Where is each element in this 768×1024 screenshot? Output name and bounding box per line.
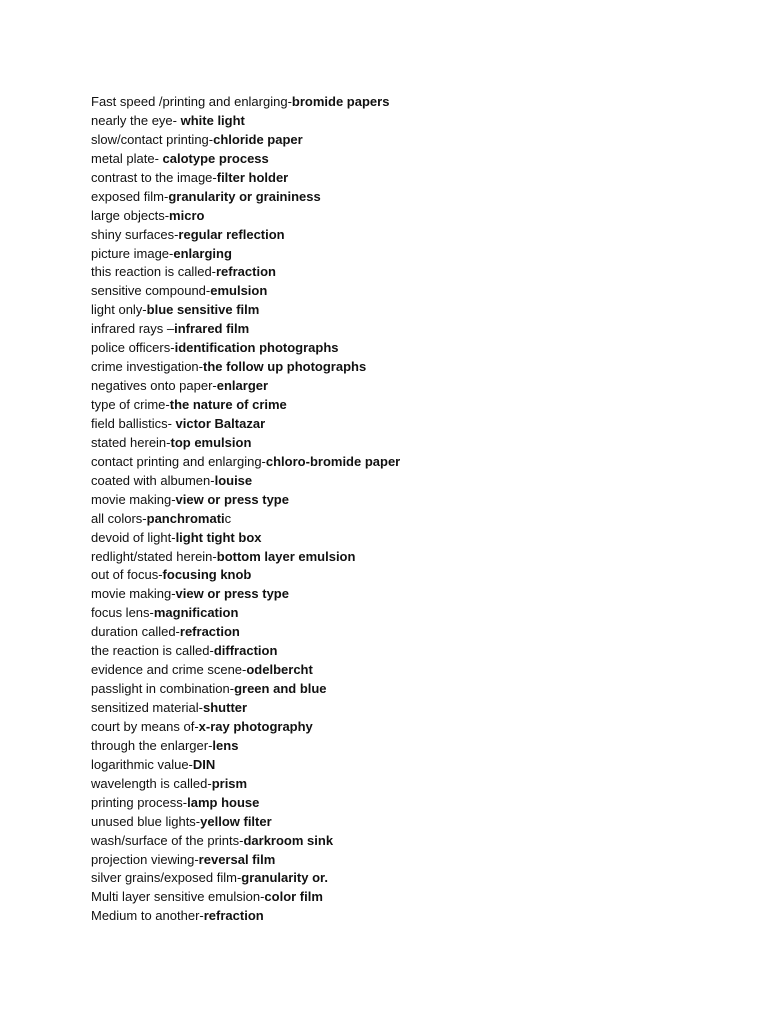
prompt-text: movie making- bbox=[91, 586, 176, 602]
list-item bbox=[91, 642, 400, 661]
list-item bbox=[91, 832, 400, 851]
prompt-text: silver grains/exposed film- bbox=[91, 870, 242, 886]
prompt-text: court by means of- bbox=[91, 718, 199, 734]
answer-text: regular reflection bbox=[178, 226, 285, 242]
list-item bbox=[91, 548, 400, 567]
answer-text: reversal film bbox=[198, 851, 276, 867]
answer-text: lens bbox=[212, 737, 239, 753]
answer-list bbox=[91, 93, 400, 926]
list-item bbox=[91, 510, 400, 529]
prompt-text: stated herein- bbox=[91, 434, 171, 450]
prompt-text: wavelength is called- bbox=[91, 775, 212, 791]
prompt-text: this reaction is called- bbox=[91, 264, 216, 280]
prompt-text: contrast to the image- bbox=[91, 169, 217, 185]
answer-text: chloride paper bbox=[213, 131, 303, 147]
list-item bbox=[91, 888, 400, 907]
prompt-text: crime investigation- bbox=[91, 359, 203, 375]
prompt-text: slow/contact printing- bbox=[91, 131, 214, 147]
answer-text: light tight box bbox=[175, 529, 262, 545]
list-item bbox=[91, 756, 400, 775]
list-item bbox=[91, 907, 400, 926]
answer-text: louise bbox=[214, 472, 253, 488]
prompt-text: the reaction is called- bbox=[91, 643, 214, 659]
answer-text: filter holder bbox=[216, 169, 289, 185]
answer-text: top emulsion bbox=[170, 434, 252, 450]
prompt-text: Medium to another- bbox=[91, 908, 204, 924]
prompt-text: type of crime- bbox=[91, 397, 170, 412]
list-item bbox=[91, 188, 400, 207]
answer-text: view or press type bbox=[175, 491, 289, 507]
list-item bbox=[91, 718, 400, 737]
list-item bbox=[91, 207, 400, 226]
prompt-text: negatives onto paper- bbox=[91, 378, 217, 394]
list-item bbox=[91, 169, 400, 188]
prompt-text: large objects- bbox=[91, 207, 170, 223]
answer-text: emulsion bbox=[210, 283, 268, 299]
prompt-text: metal plate- bbox=[91, 150, 163, 166]
answer-text: green and blue bbox=[234, 681, 327, 697]
list-item bbox=[91, 150, 400, 169]
answer-text: refraction bbox=[203, 908, 264, 924]
answer-text: diffraction bbox=[213, 643, 278, 659]
prompt-text: light only- bbox=[91, 302, 147, 318]
prompt-text: nearly the eye- bbox=[91, 112, 181, 128]
list-item bbox=[91, 566, 400, 585]
list-item bbox=[91, 737, 400, 756]
answer-text: victor Baltazar bbox=[175, 415, 266, 431]
list-item bbox=[91, 869, 400, 888]
prompt-text: Fast speed /printing and enlarging- bbox=[91, 94, 292, 109]
prompt-text: infrared rays – bbox=[91, 321, 175, 337]
prompt-text: projection viewing- bbox=[91, 851, 199, 867]
list-item bbox=[91, 112, 400, 131]
list-item bbox=[91, 263, 400, 282]
prompt-text: focus lens- bbox=[91, 605, 154, 621]
prompt-text: through the enlarger- bbox=[91, 737, 213, 753]
list-item bbox=[91, 775, 400, 794]
answer-text: color film bbox=[264, 889, 323, 905]
answer-text: bromide papers bbox=[291, 94, 390, 109]
list-item bbox=[91, 529, 400, 548]
prompt-text: exposed film- bbox=[91, 188, 169, 204]
prompt-text: movie making- bbox=[91, 491, 176, 507]
list-item bbox=[91, 320, 400, 339]
prompt-text: redlight/stated herein- bbox=[91, 548, 217, 564]
answer-text: bottom layer emulsion bbox=[216, 548, 356, 564]
list-item bbox=[91, 680, 400, 699]
list-item bbox=[91, 604, 400, 623]
prompt-text: duration called- bbox=[91, 624, 180, 640]
list-item bbox=[91, 453, 400, 472]
list-item bbox=[91, 585, 400, 604]
prompt-text: passlight in combination- bbox=[91, 681, 235, 697]
answer-text: darkroom sink bbox=[243, 832, 334, 848]
prompt-text: printing process- bbox=[91, 794, 188, 810]
prompt-text: devoid of light- bbox=[91, 529, 176, 545]
list-item bbox=[91, 245, 400, 264]
answer-text: view or press type bbox=[175, 586, 289, 602]
answer-text: yellow filter bbox=[200, 813, 272, 829]
answer-text: DIN bbox=[192, 756, 216, 772]
answer-text: blue sensitive film bbox=[146, 302, 260, 318]
answer-text: identification photographs bbox=[174, 340, 339, 356]
list-item bbox=[91, 434, 400, 453]
list-item bbox=[91, 699, 400, 718]
list-item bbox=[91, 472, 400, 491]
list-item bbox=[91, 226, 400, 245]
prompt-text: field ballistics- bbox=[91, 415, 176, 431]
answer-text: the nature of crime bbox=[169, 397, 287, 412]
answer-text: panchromati bbox=[146, 510, 225, 526]
answer-text: enlarger bbox=[216, 378, 269, 394]
list-item bbox=[91, 415, 400, 434]
answer-text: shutter bbox=[203, 700, 248, 715]
answer-text: refraction bbox=[179, 624, 240, 640]
list-item bbox=[91, 131, 400, 150]
answer-text: calotype process bbox=[162, 150, 269, 166]
list-item bbox=[91, 377, 400, 396]
list-item bbox=[91, 339, 400, 358]
prompt-text: shiny surfaces- bbox=[91, 226, 179, 242]
list-item bbox=[91, 794, 400, 813]
answer-text: granularity or graininess bbox=[168, 188, 321, 204]
prompt-text: picture image- bbox=[91, 245, 174, 261]
answer-text: white light bbox=[180, 112, 245, 128]
prompt-text: out of focus- bbox=[91, 567, 163, 583]
answer-text: magnification bbox=[153, 605, 239, 621]
prompt-text: sensitized material- bbox=[91, 700, 203, 715]
list-item bbox=[91, 491, 400, 510]
list-item bbox=[91, 358, 400, 377]
list-item bbox=[91, 661, 400, 680]
answer-text: focusing knob bbox=[162, 567, 252, 583]
answer-text: prism bbox=[211, 775, 248, 791]
prompt-text: unused blue lights- bbox=[91, 813, 201, 829]
answer-tail-text: c bbox=[224, 510, 232, 526]
prompt-text: police officers- bbox=[91, 340, 175, 356]
answer-text: infrared film bbox=[174, 321, 250, 337]
answer-text: the follow up photographs bbox=[203, 359, 367, 375]
list-item bbox=[91, 813, 400, 832]
answer-text: x-ray photography bbox=[198, 718, 313, 734]
prompt-text: wash/surface of the prints- bbox=[91, 832, 244, 848]
answer-text: chloro-bromide paper bbox=[265, 453, 401, 469]
prompt-text: Multi layer sensitive emulsion- bbox=[91, 889, 265, 905]
answer-text: enlarging bbox=[173, 245, 232, 261]
answer-text: micro bbox=[169, 207, 205, 223]
answer-text: lamp house bbox=[187, 794, 260, 810]
prompt-text: all colors- bbox=[91, 510, 147, 526]
list-item bbox=[91, 623, 400, 642]
list-item bbox=[91, 282, 400, 301]
prompt-text: evidence and crime scene- bbox=[91, 662, 247, 678]
answer-text: granularity or. bbox=[241, 870, 328, 886]
list-item bbox=[91, 93, 400, 112]
list-item bbox=[91, 851, 400, 870]
list-item bbox=[91, 396, 400, 415]
prompt-text: sensitive compound- bbox=[91, 283, 211, 299]
answer-text: odelbercht bbox=[246, 662, 313, 678]
answer-text: refraction bbox=[216, 264, 276, 280]
prompt-text: coated with albumen- bbox=[91, 472, 215, 488]
prompt-text: contact printing and enlarging- bbox=[91, 453, 266, 469]
prompt-text: logarithmic value- bbox=[91, 756, 193, 772]
list-item bbox=[91, 301, 400, 320]
